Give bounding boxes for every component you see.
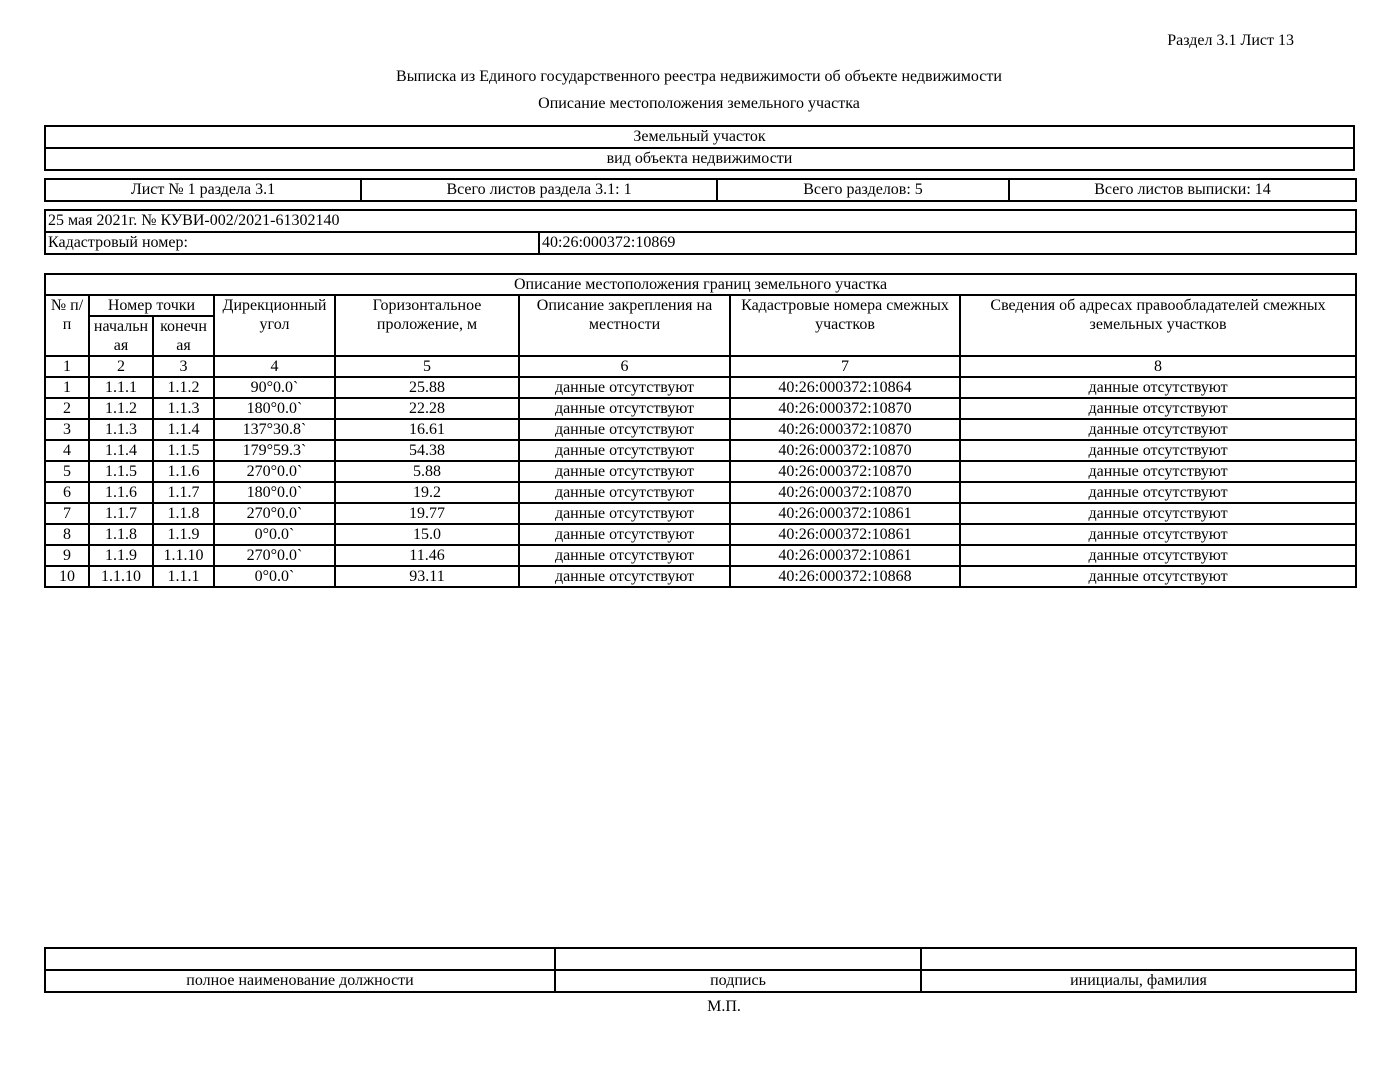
cell-row-num: 10 xyxy=(45,566,89,587)
table-row xyxy=(45,398,1356,419)
cell-distance: 19.77 xyxy=(335,503,519,524)
cell-cadastral: 40:26:000372:10870 xyxy=(730,440,960,461)
cell-fixing: данные отсутствуют xyxy=(519,566,730,587)
cell-start-point: 1.1.9 xyxy=(89,545,153,566)
cell-end-point: 1.1.3 xyxy=(153,398,214,419)
cell-angle: 180°0.0` xyxy=(214,398,335,419)
cell-row-num: 7 xyxy=(45,503,89,524)
document-subtitle: Описание местоположения земельного участка xyxy=(538,95,860,112)
cell-row-num: 5 xyxy=(45,461,89,482)
cell-angle: 0°0.0` xyxy=(214,524,335,545)
table-row xyxy=(45,440,1356,461)
cell-angle: 90°0.0` xyxy=(214,377,335,398)
position-field xyxy=(45,948,555,970)
table-row xyxy=(45,377,1356,398)
cell-row-num: 8 xyxy=(45,524,89,545)
cell-start-point: 1.1.4 xyxy=(89,440,153,461)
cell-distance: 22.28 xyxy=(335,398,519,419)
table-row xyxy=(45,461,1356,482)
total-sheets-section: Всего листов раздела 3.1: 1 xyxy=(361,179,717,201)
cell-angle: 270°0.0` xyxy=(214,503,335,524)
document-title: Выписка из Единого государственного реестра недвижимости об объекте недвижимости xyxy=(396,68,1002,85)
cell-row-num: 6 xyxy=(45,482,89,503)
header-start: начальн ая xyxy=(89,316,153,356)
cell-fixing: данные отсутствуют xyxy=(519,398,730,419)
cell-row-num: 1 xyxy=(45,377,89,398)
col-number: 2 xyxy=(89,356,153,377)
cell-end-point: 1.1.10 xyxy=(153,545,214,566)
cell-addresses: данные отсутствуют xyxy=(960,377,1356,398)
cell-start-point: 1.1.3 xyxy=(89,419,153,440)
object-type-label: вид объекта недвижимости xyxy=(45,148,1354,170)
cell-row-num: 9 xyxy=(45,545,89,566)
cadastral-label: Кадастровый номер: xyxy=(45,232,539,254)
cell-addresses: данные отсутствуют xyxy=(960,461,1356,482)
cell-cadastral: 40:26:000372:10861 xyxy=(730,545,960,566)
cell-end-point: 1.1.8 xyxy=(153,503,214,524)
signature-field xyxy=(555,948,921,970)
cell-distance: 5.88 xyxy=(335,461,519,482)
position-label: полное наименование должности xyxy=(45,970,555,992)
col-number: 3 xyxy=(153,356,214,377)
cell-distance: 19.2 xyxy=(335,482,519,503)
col-number: 7 xyxy=(730,356,960,377)
cell-start-point: 1.1.7 xyxy=(89,503,153,524)
cell-cadastral: 40:26:000372:10870 xyxy=(730,461,960,482)
header-cadastral: Кадастровые номера смежных участков xyxy=(730,295,960,356)
cell-addresses: данные отсутствуют xyxy=(960,524,1356,545)
cell-addresses: данные отсутствуют xyxy=(960,398,1356,419)
cell-cadastral: 40:26:000372:10870 xyxy=(730,419,960,440)
cell-angle: 180°0.0` xyxy=(214,482,335,503)
cell-angle: 137°30.8` xyxy=(214,419,335,440)
header-distance: Горизонтальное проложение, м xyxy=(335,295,519,356)
sheet-number: Лист № 1 раздела 3.1 xyxy=(45,179,361,201)
table-row xyxy=(45,566,1356,587)
cell-fixing: данные отсутствуют xyxy=(519,482,730,503)
cell-distance: 93.11 xyxy=(335,566,519,587)
date-number: 25 мая 2021г. № КУВИ-002/2021-61302140 xyxy=(45,210,1356,232)
col-number: 6 xyxy=(519,356,730,377)
object-table xyxy=(44,125,1355,171)
cell-distance: 25.88 xyxy=(335,377,519,398)
col-number: 8 xyxy=(960,356,1356,377)
cadastral-value: 40:26:000372:10869 xyxy=(539,232,1356,254)
stamp-label: М.П. xyxy=(707,998,741,1015)
col-number: 4 xyxy=(214,356,335,377)
name-label: инициалы, фамилия xyxy=(921,970,1356,992)
col-number: 1 xyxy=(45,356,89,377)
cell-cadastral: 40:26:000372:10870 xyxy=(730,482,960,503)
header-end: конечн ая xyxy=(153,316,214,356)
sheets-table xyxy=(44,178,1357,202)
cell-fixing: данные отсутствуют xyxy=(519,503,730,524)
total-sections: Всего разделов: 5 xyxy=(717,179,1009,201)
cell-end-point: 1.1.4 xyxy=(153,419,214,440)
cell-cadastral: 40:26:000372:10861 xyxy=(730,503,960,524)
cell-fixing: данные отсутствуют xyxy=(519,377,730,398)
cell-cadastral: 40:26:000372:10868 xyxy=(730,566,960,587)
bounds-table-title: Описание местоположения границ земельного участка xyxy=(45,274,1356,295)
header-fixing: Описание закрепления на местности xyxy=(519,295,730,356)
cell-fixing: данные отсутствуют xyxy=(519,524,730,545)
page-reference: Раздел 3.1 Лист 13 xyxy=(1167,32,1294,49)
table-row xyxy=(45,545,1356,566)
cell-end-point: 1.1.7 xyxy=(153,482,214,503)
cell-addresses: данные отсутствуют xyxy=(960,545,1356,566)
cell-fixing: данные отсутствуют xyxy=(519,440,730,461)
cell-distance: 15.0 xyxy=(335,524,519,545)
table-row xyxy=(45,503,1356,524)
meta-table xyxy=(44,209,1357,255)
cell-addresses: данные отсутствуют xyxy=(960,566,1356,587)
header-angle: Дирекционный угол xyxy=(214,295,335,356)
cell-row-num: 4 xyxy=(45,440,89,461)
cell-distance: 11.46 xyxy=(335,545,519,566)
signature-table xyxy=(44,947,1357,993)
cell-fixing: данные отсутствуют xyxy=(519,545,730,566)
cell-end-point: 1.1.2 xyxy=(153,377,214,398)
cell-start-point: 1.1.10 xyxy=(89,566,153,587)
cell-end-point: 1.1.1 xyxy=(153,566,214,587)
col-number: 5 xyxy=(335,356,519,377)
cell-addresses: данные отсутствуют xyxy=(960,419,1356,440)
total-sheets-extract: Всего листов выписки: 14 xyxy=(1009,179,1356,201)
cell-angle: 270°0.0` xyxy=(214,545,335,566)
signature-label: подпись xyxy=(555,970,921,992)
cell-angle: 179°59.3` xyxy=(214,440,335,461)
cell-cadastral: 40:26:000372:10870 xyxy=(730,398,960,419)
cell-angle: 0°0.0` xyxy=(214,566,335,587)
cell-addresses: данные отсутствуют xyxy=(960,482,1356,503)
cell-end-point: 1.1.6 xyxy=(153,461,214,482)
table-row xyxy=(45,482,1356,503)
cell-start-point: 1.1.2 xyxy=(89,398,153,419)
name-field xyxy=(921,948,1356,970)
header-point-num: Номер точки xyxy=(89,295,214,316)
cell-start-point: 1.1.6 xyxy=(89,482,153,503)
header-addresses: Сведения об адресах правообладателей смежных земельных участков xyxy=(960,295,1356,356)
cell-addresses: данные отсутствуют xyxy=(960,440,1356,461)
cell-fixing: данные отсутствуют xyxy=(519,419,730,440)
cell-end-point: 1.1.5 xyxy=(153,440,214,461)
cell-start-point: 1.1.8 xyxy=(89,524,153,545)
header-num: № п/п xyxy=(45,295,89,356)
cell-start-point: 1.1.1 xyxy=(89,377,153,398)
cell-start-point: 1.1.5 xyxy=(89,461,153,482)
column-numbers-row xyxy=(45,356,1356,377)
cell-fixing: данные отсутствуют xyxy=(519,461,730,482)
cell-cadastral: 40:26:000372:10864 xyxy=(730,377,960,398)
cell-end-point: 1.1.9 xyxy=(153,524,214,545)
cell-addresses: данные отсутствуют xyxy=(960,503,1356,524)
bounds-table xyxy=(44,273,1357,588)
table-row xyxy=(45,524,1356,545)
cell-cadastral: 40:26:000372:10861 xyxy=(730,524,960,545)
cell-angle: 270°0.0` xyxy=(214,461,335,482)
object-name: Земельный участок xyxy=(45,126,1354,148)
cell-distance: 54.38 xyxy=(335,440,519,461)
cell-distance: 16.61 xyxy=(335,419,519,440)
cell-row-num: 3 xyxy=(45,419,89,440)
table-row xyxy=(45,419,1356,440)
cell-row-num: 2 xyxy=(45,398,89,419)
